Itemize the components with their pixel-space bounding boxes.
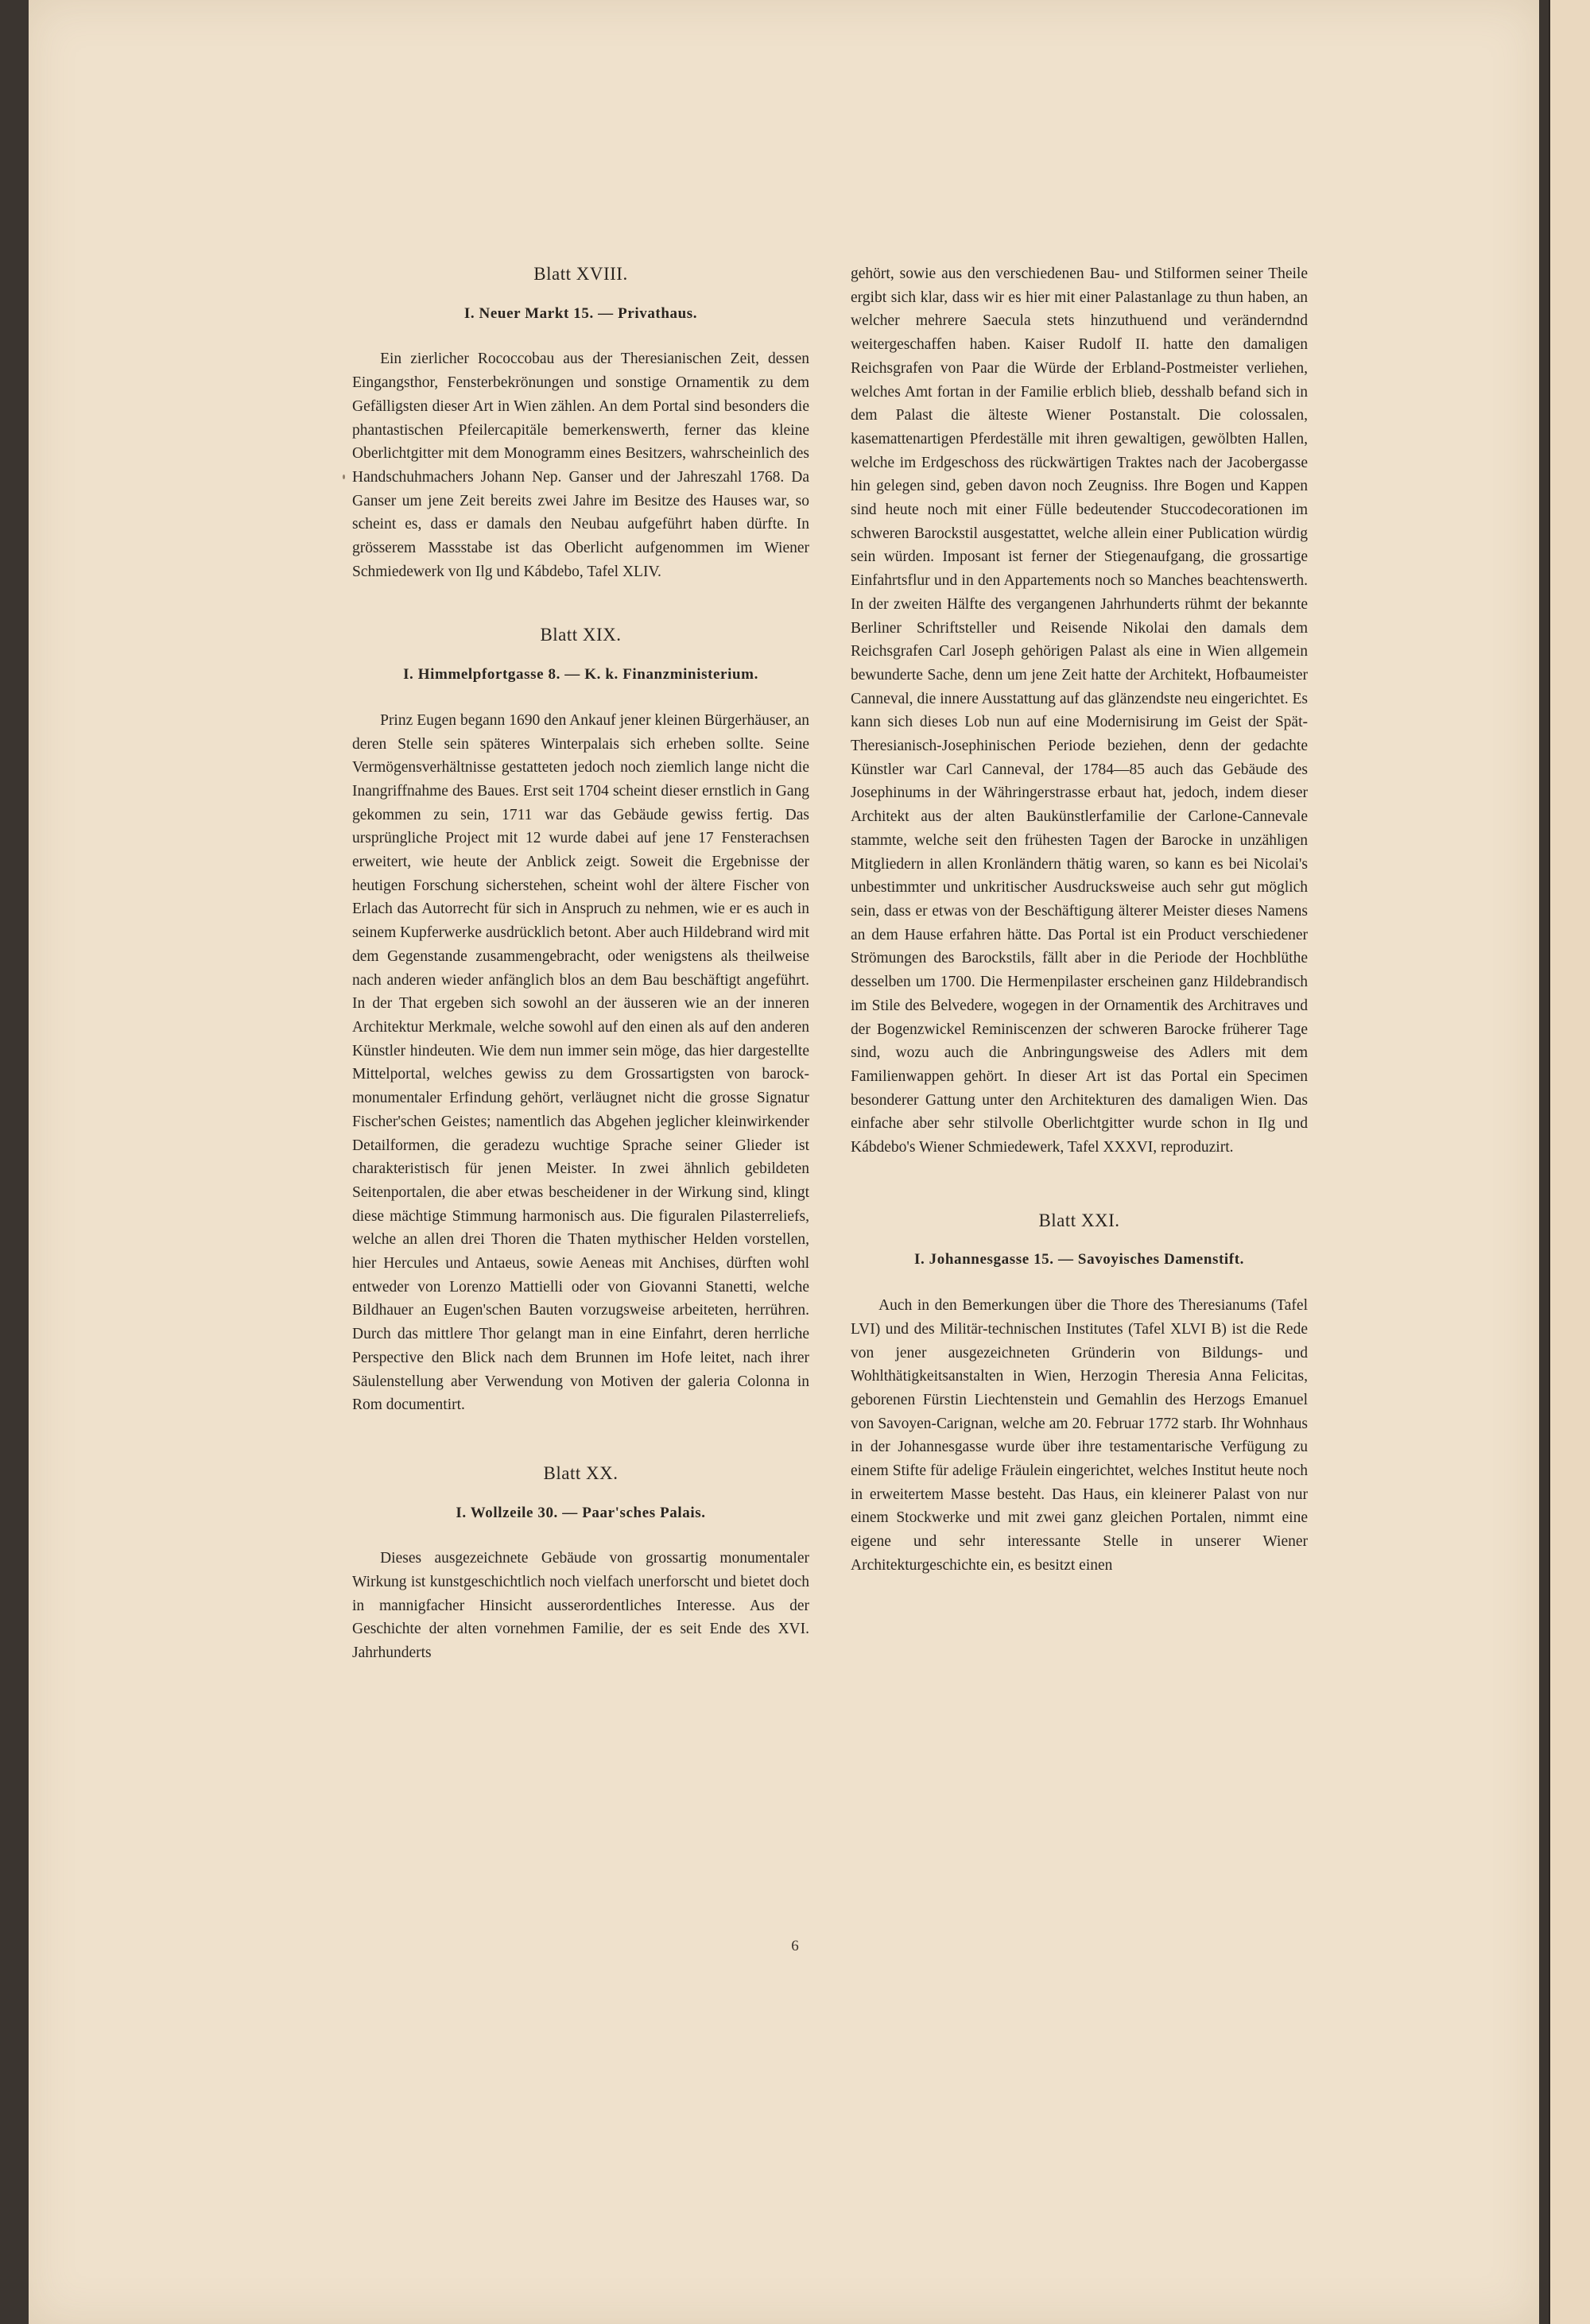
section-subheading-neuer-markt: I. Neuer Markt 15. — Privathaus.: [463, 304, 698, 322]
section-heading-blatt-xix: Blatt XIX.: [540, 625, 622, 645]
section-heading-blatt-xxi: Blatt XXI.: [1038, 1210, 1120, 1230]
paper-speck: [343, 474, 345, 479]
section-subheading-himmelpfortgasse: I. Himmelpfortgasse 8. — K. k. Finanzministerium.: [403, 666, 758, 684]
paragraph-wollzeile: Dieses ausgezeichnete Gebäude von grossartig monumentaler Wirkung ist kunstgeschichtlich noch vielfach unerforscht und bietet doch in mannigfacher Hinsicht ausserordentliches Interesse. Aus der Geschichte der alten vornehmen Familie, der es seit Ende des XVI. Jahrhunderts: [352, 1550, 809, 1662]
right-column: [851, 262, 1308, 1578]
section-heading-blatt-xviii: Blatt XVIII.: [533, 264, 628, 284]
paragraph-wollzeile-continuation: gehört, sowie aus den verschiedenen Bau- und Stilformen seiner Theile ergibt sich klar, dass wir es hier mit einer Palastanlage zu thun haben, an welcher mehrere Saecula stets hinzuthuend und veränderndnd weitergeschaffen haben. Kaiser Rudolf II. hatte den damaligen Reichsgrafen von Paar die Würde der Erbland-Postmeister verliehen, welches Amt fortan in der Familie erblich blieb, desshalb befand sich in dem Palast die älteste Wiener Postanstalt. Die colossalen, kasemattenartigen Pferdeställe mit ihren gewaltigen, gewölbten Hallen, welche im Erdgeschoss des rückwärtigen Traktes nach der Jacobergasse hin gelegen sind, geben davon noch Zeugniss. Ihre Bogen und Kappen sind heute noch mit einer Fülle bedeutender Stuccodecorationen im schweren Barockstil ausgestattet, welche allein einer Publication würdig sein würden. Imposant ist ferner der Stiegenaufgang, die grossartige Einfahrtsflur und in den Appartements noch so Manches beachtenswerth. In der zweiten Hälfte des vergangenen Jahrhunderts rühmt der bekannte Berliner Schriftsteller und Reisende Nikolai den damals dem Reichsgrafen Carl Joseph gehörigen Palast als eine in Wien allgemein bewunderte Sache, denn um jene Zeit hatte der Architekt, Hofbaumeister Canneval, die innere Ausstattung auf das glänzendste neu eingerichtet. Es kann sich dieses Lob nun auf eine Modernisirung im Geist der Spät-Theresianisch-Josephinischen Periode beziehen, denn der gedachte Künstler war Carl Canneval, der 1784—85 auch das Gebäude des Josephinums in der Währingerstrasse erbaut hat, jedoch, indem dieser Architekt aus der alten Baukünstlerfamilie der Carlone-Cannevale stammte, welche seit den frühesten Tagen der Barocke in unzähligen Mitgliedern in allen Kronländern thätig waren, so kann es bei Nicolai's unbestimmter und unkritischer Ausdrucksweise auch sehr gut möglich sein, dass er etwas von der Beschäftigung älterer Meister dieses Namens an dem Hause erfahren hätte. Das Portal ist ein Product verschiedener Strömungen des Barockstils, fällt aber in die Periode der Hochblüthe desselben um 1700. Die Hermenpilaster erscheinen ganz Hildebrandisch im Stile des Belvedere, wogegen in der Ornamentik des Architraves und der Bogenzwickel Reminiscenzen der schweren Barocke früherer Tage sind, wozu auch die Anbringungsweise des Adlers mit dem Familienwappen gehört. In dieser Art ist das Portal ein Specimen besonderer Gattung unter den Architekturen des damaligen Wien. Das einfache aber sehr stilvolle Oberlichtgitter wurde schon in Ilg und Kábdebo's Wiener Schmiedewerk, Tafel XXXVI, reproduzirt.: [851, 265, 1308, 1156]
section-subheading-johannesgasse: I. Johannesgasse 15. — Savoyisches Damenstift.: [913, 1251, 1244, 1269]
left-column: [352, 262, 809, 1665]
page-number: 6: [791, 1938, 799, 1954]
paragraph-himmelpfortgasse: Prinz Eugen begann 1690 den Ankauf jener kleinen Bürgerhäuser, an deren Stelle sein späteres Winterpalais sich erheben sollte. Seine Vermögensverhältnisse gestatteten jedoch noch ziemlich lange nicht die Inangriffnahme des Baues. Erst seit 1704 scheint dieser ernstlich in Gang gekommen zu sein, 1711 war das Gebäude gewiss fertig. Das ursprüngliche Project mit 12 wurde dabei auf jene 17 Fensterachsen erweitert, wie heute der Anblick zeigt. Soweit die Ergebnisse der heutigen Forschung sicherstehen, scheint wohl der ältere Fischer von Erlach das Autorrecht für sich in Anspruch zu nehmen, wie er es auch in seinem Kupferwerke ausdrücklich betont. Aber auch Hildebrand wird mit dem Gegenstande zusammengebracht, oder wenigstens als theilweise nach anderen wieder anfänglich blos an dem Bau beschäftigt angeführt. In der That ergeben sich sowohl an der äusseren wie an der inneren Architektur Merkmale, welche sowohl auf den einen als auf den anderen Künstler hindeuten. Wie dem nun immer sein möge, das hier dargestellte Mittelportal, welches gewiss zu dem Grossartigsten von barock-monumentaler Erfindung gehört, verläugnet nicht die grosse Signatur Fischer'schen Geistes; namentlich das Abgehen jeglicher kleinwirkender Detailformen, die geradezu wuchtige Sprache seiner Glieder ist charakteristisch für jenen Meister. In zwei ähnlich gebildeten Seitenportalen, die aber etwas bescheidener in der Wirkung sind, klingt diese mächtige Stimmung harmonisch aus. Die figuralen Pilasterreliefs, welche an allen drei Thoren die Thaten mythischer Helden vorstellen, hier Hercules und Antaeus, sowie Aeneas mit Anchises, dürften wohl entweder von Lorenzo Mattielli oder von Giovanni Stanetti, welche Bildhauer an Eugen'schen Bauten vorzugsweise arbeiteten, herrühren. Durch das mittlere Thor gelangt man in eine Einfahrt, deren herrliche Perspective den Blick nach dem Brunnen im Hofe leitet, nach ihrer Säulenstellung aber Verwendung von Motiven der galeria Colonna in Rom documentirt.: [352, 711, 809, 1414]
book-page: [29, 0, 1539, 2324]
section-subheading-wollzeile: I. Wollzeile 30. — Paar'sches Palais.: [456, 1504, 706, 1521]
paragraph-neuer-markt: Ein zierlicher Rococcobau aus der Theresianischen Zeit, dessen Eingangsthor, Fensterbekrönungen und sonstige Ornamentik zu dem Gefälligsten dieser Art in Wien zählen. An dem Portal sind besonders die phantastischen Pfeilercapitäle bemerkenswerth, ferner das kleine Oberlichtgitter mit dem Monogramm eines Besitzers, wahrscheinlich des Handschuhmachers Johann Nep. Ganser und der Jahreszahl 1768. Da Ganser um jene Zeit bereits zwei Jahre im Besitze des Hauses war, so scheint es, dass er damals den Neubau aufgeführt haben dürfte. In grösserem Massstabe ist das Oberlicht aufgenommen im Wiener Schmiedewerk von Ilg und Kábdebo, Tafel XLIV.: [352, 351, 809, 580]
paragraph-johannesgasse: Auch in den Bemerkungen über die Thore des Theresianums (Tafel LVI) und des Militär-technischen Institutes (Tafel XLVI B) ist die Rede von jener ausgezeichneten Gründerin von Bildungs- und Wohlthätigkeitsanstalten in Wien, Herzogin Theresia Anna Felicitas, geborenen Fürstin Liechtenstein und Gemahlin des Herzogs Emanuel von Savoyen-Carignan, welche am 20. Februar 1772 starb. Ihr Wohnhaus in der Johannesgasse wurde über ihre testamentarische Verfügung zu einem Stifte für adelige Fräulein eingerichtet, welches Institut heute noch in erweitertem Masse besteht. Das Haus, ein kleinerer Palast von nur einem Stockwerke und mit zwei ganz gleichen Portalen, nimmt eine eigene und sehr interessante Stelle in unserer Wiener Architekturgeschichte ein, es besitzt einen: [851, 1297, 1308, 1574]
adjacent-page-edge: [1549, 0, 1590, 2324]
section-heading-blatt-xx: Blatt XX.: [543, 1462, 619, 1483]
